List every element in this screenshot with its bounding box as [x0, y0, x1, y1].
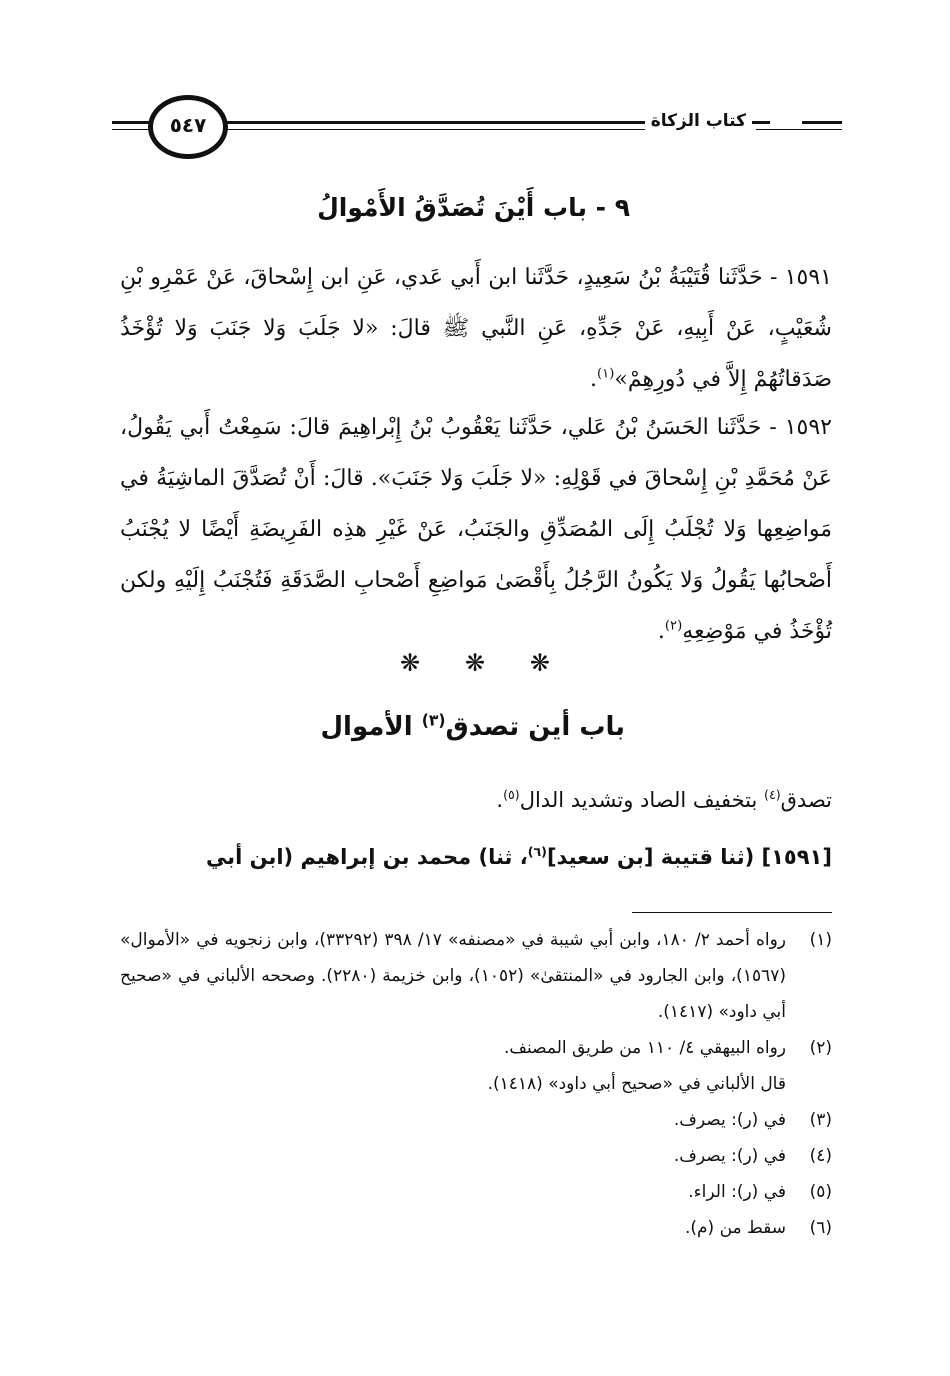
hadith-end: . [657, 619, 665, 644]
hadith-paragraph [120, 402, 832, 657]
footnote-ref: (١) [597, 366, 615, 382]
footnote-text: سقط من (م). [684, 1218, 786, 1238]
footnote [120, 1102, 832, 1138]
commentary-line [496, 775, 832, 825]
footnote-continuation: قال الألباني في «صحيح أبي داود» (١٤١٨). [487, 1074, 786, 1094]
footnote [120, 922, 832, 1030]
footnote [120, 1138, 832, 1174]
footnote-number: (٦) [809, 1218, 832, 1238]
page-number-badge [148, 95, 228, 159]
chapter-heading: ٩ - باب أَيْنَ تُصَدَّقُ الأَمْوالُ [317, 193, 630, 222]
section-separator [400, 643, 550, 683]
commentary-heading-text: الأموال [320, 712, 422, 742]
commentary-heading [321, 705, 626, 749]
hadith-text: ١٥٩١ - حَدَّثَنا قُتَيْبَةُ بْنُ سَعِيدٍ، حَدَّثَنا ابن أَبي عَدي، عَنِ ابن إِسْحاقَ، عَنْ عَمْرِو بْنِ شُعَيْبٍ، عَنْ أَبِيهِ، عَنْ جَدِّهِ، عَنِ النَّبي ﷺ قالَ: «لا جَلَبَ وَلا جَنَبَ وَلا تُؤْخَذُ صَدَقاتُهُمْ إِلاَّ في دُورِهِمْ» [120, 265, 832, 392]
footnote-rule [632, 912, 832, 913]
source-text: ، ثنا) محمد بن إبراهيم (ابن أبي [205, 845, 528, 869]
footnote-ref: (٢) [664, 618, 683, 634]
hadith-paragraph [120, 252, 832, 405]
footnote-number: (٤) [809, 1146, 832, 1166]
footnote-number: (١) [809, 930, 832, 950]
footnote-ref: (٥) [503, 787, 520, 802]
source-text: [١٥٩١] (ثنا قتيبة [بن سعيد] [546, 845, 832, 869]
hadith-text: ١٥٩٢ - حَدَّثَنا الحَسَنُ بْنُ عَلي، حَدَّثَنا يَعْقُوبُ بْنُ إِبْراهِيمَ قالَ: سَمِعْتُ أَبي يَقُولُ، عَنْ مُحَمَّدِ بْنِ إِسْحاقَ في قَوْلِهِ: «لا جَلَبَ وَلا جَنَبَ». قالَ: أَنْ تُصَدَّقَ الماشِيَةُ في مَواضِعِها وَلا تُجْلَبُ إِلَى المُصَدِّقِ والجَنَبُ، عَنْ غَيْرِ هذِه الفَرِيضَةِ أَيْضًا لا يُجْنَبُ أَصْحابُها يَقُولُ وَلا يَكُونُ الرَّجُلُ بِأَقْصَىٰ مَواضِعِ أَصْحابِ الصَّدَقَةِ فَتُجْنَبُ إِلَيْهِ ولكن تُؤْخَذُ في مَوْضِعِهِ [120, 415, 832, 644]
header-rule [112, 121, 152, 124]
commentary-text: بتخفيف الصاد وتشديد الدال [519, 788, 765, 812]
footnote-text: رواه البيهقي ٤/ ١١٠ من طريق المصنف. [504, 1038, 786, 1058]
footnote [120, 1174, 832, 1210]
footnote-number: (٢) [809, 1038, 832, 1058]
commentary-word: تصدق [780, 788, 832, 812]
page-header [112, 95, 842, 167]
star-ornament: ❋ [400, 649, 421, 677]
footnote-number: (٣) [809, 1110, 832, 1130]
footnote-ref: (٤) [764, 787, 781, 802]
footnote-text: في (ر): الراء. [688, 1182, 786, 1202]
running-title: كتاب الزكاة [645, 109, 752, 133]
footnote-ref: (٦) [527, 844, 547, 859]
footnote-number: (٥) [809, 1182, 832, 1202]
footnote-text: رواه أحمد ٢/ ١٨٠، وابن أبي شيبة في «مصنفه» ١٧/ ٣٩٨ (٣٣٢٩٢)، وابن زنجويه في «الأموال» (١٥٦٧)، وابن الجارود في «المنتقىٰ» (١٠٥٢)، وابن خزيمة (٢٢٨٠). وصححه الألباني في «صحيح أبي داود» (١٤١٧). [120, 930, 787, 1022]
hadith-end: . [590, 367, 597, 392]
header-rule [756, 121, 842, 131]
footnote-text: في (ر): يصرف. [673, 1146, 786, 1166]
header-rule [112, 129, 152, 130]
commentary-end: . [496, 788, 504, 812]
footnote [120, 1210, 832, 1246]
footnote [120, 1030, 832, 1066]
commentary-source-line [120, 832, 832, 882]
footnote-ref: (٣) [421, 711, 446, 730]
star-ornament: ❋ [464, 649, 486, 677]
star-ornament: ❋ [529, 649, 550, 677]
footnote-text: في (ر): يصرف. [673, 1110, 786, 1130]
commentary-heading-text: باب أين تصدق [445, 712, 625, 742]
footnotes [120, 922, 832, 1246]
page-number: ٥٤٧ [169, 113, 207, 137]
